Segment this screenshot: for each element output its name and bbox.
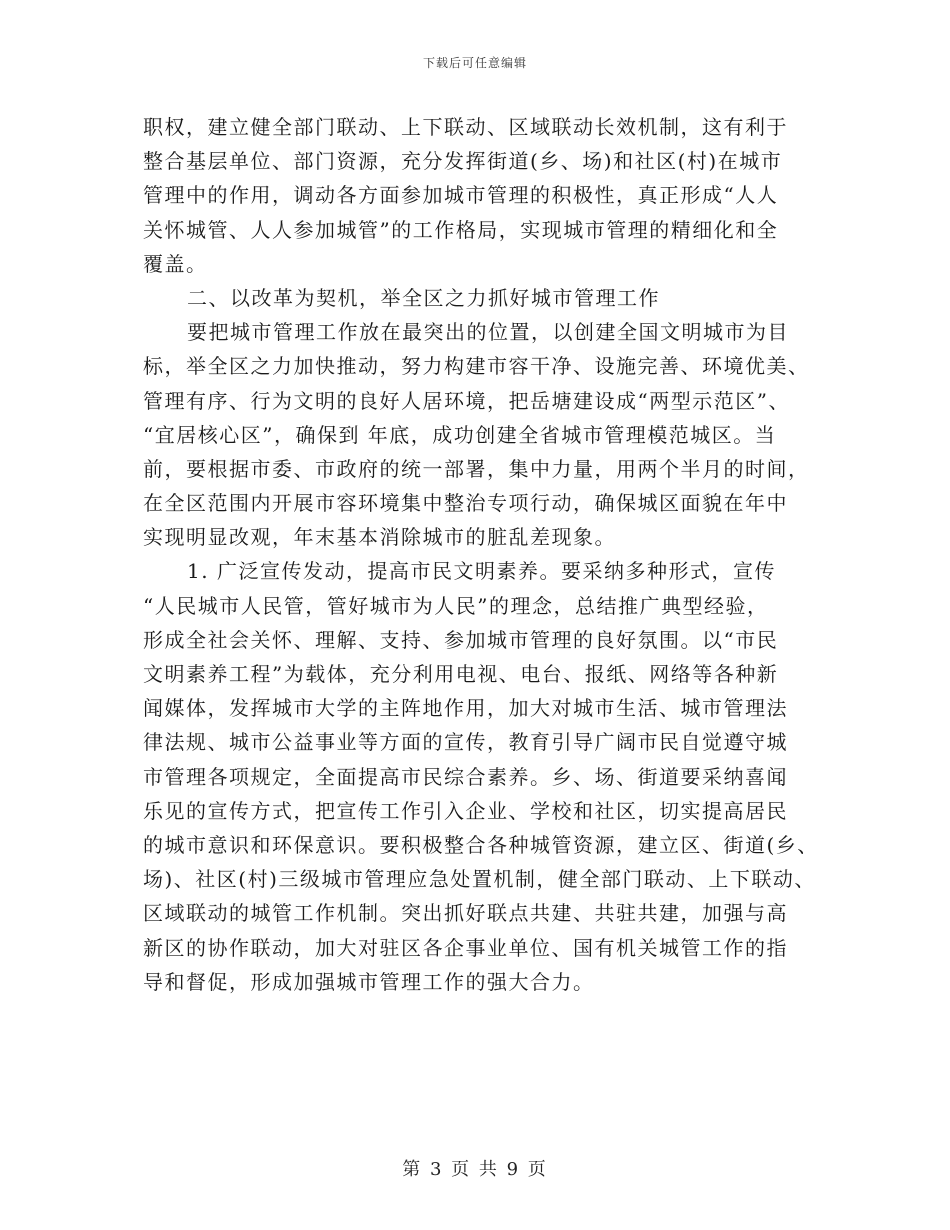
text-line: 新区的协作联动，加大对驻区各企事业单位、国有机关城管工作的指 <box>143 935 788 960</box>
text-line: 要把城市管理工作放在最突出的位置，以创建全国文明城市为目 <box>187 320 789 345</box>
text-line: “宜居核心区”，确保到 年底，成功创建全省城市管理模范城区。当 <box>143 422 777 447</box>
text-line: 文明素养工程”为载体，充分利用电视、电台、报纸、网络等各种新 <box>143 662 779 686</box>
document-body <box>143 110 833 999</box>
subsection-line: 1. 广泛宣传发动，提高市民文明素养。要采纳多种形式，宣传 <box>187 559 776 584</box>
text-line: 管理有序、行为文明的良好人居环境，把岳塘建设成“两型示范区”、 <box>143 388 790 413</box>
text-line: 的城市意识和环保意识。要积极整合各种城管资源，建立区、街道(乡、 <box>143 832 819 857</box>
text-line: 律法规、城市公益事业等方面的宣传，教育引导广阔市民自觉遵守城 <box>143 730 788 755</box>
text-line: 整合基层单位、部门资源，充分发挥街道(乡、场)和社区(村)在城市 <box>143 149 783 174</box>
text-line: “人民城市人民管，管好城市为人民”的理念，总结推广典型经验， <box>143 593 769 618</box>
section-heading: 二、以改革为契机，举全区之力抓好城市管理工作 <box>187 285 660 310</box>
text-line: 形成全社会关怀、理解、支持、参加城市管理的良好氛围。以“市民 <box>143 627 779 652</box>
text-line: 职权，建立健全部门联动、上下联动、区域联动长效机制，这有利于 <box>143 115 788 139</box>
text-line: 管理中的作用，调动各方面参加城市管理的积极性，真正形成“人人 <box>143 183 779 208</box>
text-line: 闻媒体，发挥城市大学的主阵地作用，加大对城市生活、城市管理法 <box>143 696 788 721</box>
text-line: 在全区范围内开展市容环境集中整治专项行动，确保城区面貌在年中 <box>143 491 788 516</box>
text-line: 标，举全区之力加快推动，努力构建市容干净、设施完善、环境优美、 <box>143 354 810 379</box>
text-line: 覆盖。 <box>143 251 208 276</box>
page-number-footer: 第 3 页 共 9 页 <box>402 1159 548 1180</box>
text-line: 区域联动的城管工作机制。突出抓好联点共建、共驻共建，加强与高 <box>143 901 788 926</box>
text-line: 关怀城管、人人参加城管”的工作格局，实现城市管理的精细化和全 <box>143 217 779 242</box>
text-line: 市管理各项规定，全面提高市民综合素养。乡、场、街道要采纳喜闻 <box>143 764 788 789</box>
page-header-note: 下载后可任意编辑 <box>422 56 527 70</box>
text-line: 导和督促，形成加强城市管理工作的强大合力。 <box>143 969 595 994</box>
text-line: 前，要根据市委、市政府的统一部署，集中力量，用两个半月的时间， <box>143 456 810 481</box>
text-line: 场)、社区(村)三级城市管理应急处置机制，健全部门联动、上下联动、 <box>143 867 816 892</box>
text-line: 实现明显改观，年末基本消除城市的脏乱差现象。 <box>143 525 616 550</box>
text-line: 乐见的宣传方式，把宣传工作引入企业、学校和社区，切实提高居民 <box>143 798 788 823</box>
